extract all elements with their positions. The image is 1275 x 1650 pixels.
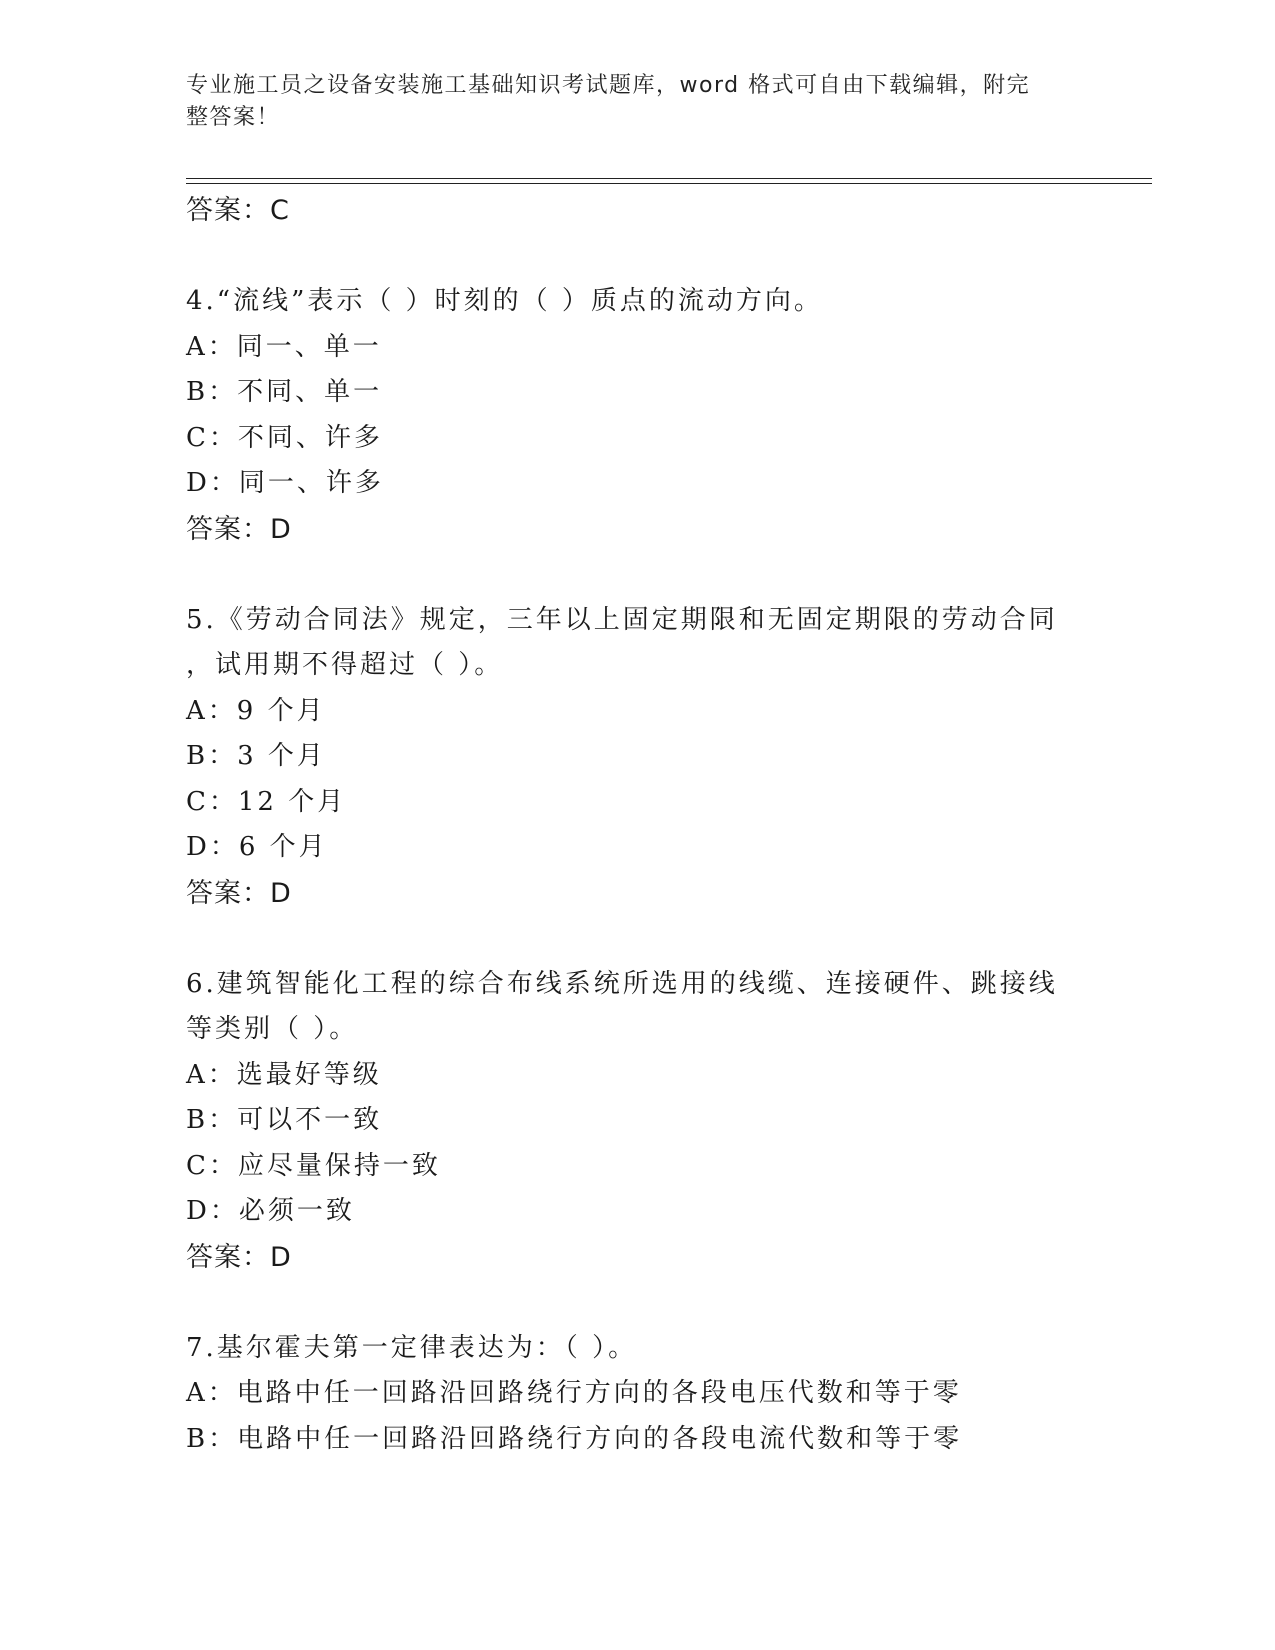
spacer [186,234,1152,280]
option-b: B：3 个月 [186,741,326,771]
spacer [186,1280,1152,1326]
header-divider-top [186,178,1152,179]
option-c: C：不同、许多 [186,422,383,453]
question-stem-continued: ，试用期不得超过（ ）。 [186,650,504,680]
question-item [186,962,1152,1281]
spacer [186,552,1152,598]
previous-answer: 答案：C [186,195,290,226]
header-line-1: 专业施工员之设备安装施工基础知识考试题库，word 格式可自由下载编辑，附完 [186,73,1031,98]
option-c: C：12 个月 [186,786,347,817]
header-line-2: 整答案！ [186,105,281,130]
question-item [186,1326,1152,1463]
option-b: B：不同、单一 [186,377,383,407]
option-a: A：同一、单一 [186,331,382,362]
option-c: C：应尽量保持一致 [186,1150,441,1181]
option-b: B：可以不一致 [186,1105,383,1135]
question-list [186,188,1152,1462]
question-stem: 6.建筑智能化工程的综合布线系统所选用的线缆、连接硬件、跳接线 [186,968,1058,999]
header-divider-bottom [186,183,1152,184]
option-b: B：电路中任一回路沿回路绕行方向的各段电流代数和等于零 [186,1423,963,1454]
answer-line: 答案：D [186,877,292,909]
document-header [186,70,1066,134]
answer-line: 答案：D [186,513,292,545]
question-item [186,279,1152,552]
option-a: A：9 个月 [186,695,326,726]
option-a: A：电路中任一回路沿回路绕行方向的各段电压代数和等于零 [186,1378,962,1408]
spacer [186,916,1152,962]
question-stem: 7.基尔霍夫第一定律表达为：（ ）。 [186,1332,638,1363]
option-d: D：6 个月 [186,832,328,862]
question-stem: 5.《劳动合同法》规定，三年以上固定期限和无固定期限的劳动合同 [186,604,1058,635]
question-stem: 4.“流线”表示（ ）时刻的（ ）质点的流动方向。 [186,286,823,316]
option-a: A：选最好等级 [186,1059,382,1090]
question-stem-continued: 等类别（ ）。 [186,1014,359,1044]
option-d: D：同一、许多 [186,468,384,498]
option-d: D：必须一致 [186,1196,355,1226]
answer-line: 答案：D [186,1241,292,1273]
question-item [186,598,1152,917]
